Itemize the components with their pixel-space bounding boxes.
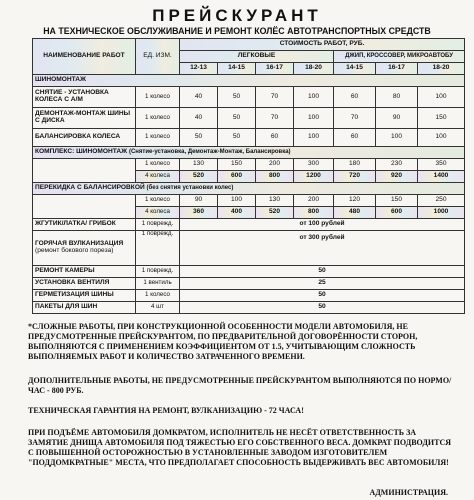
service-name: БАЛАНСИРОВКА КОЛЕСА	[33, 129, 136, 147]
price-cell: 800	[294, 207, 334, 219]
service-name: ЖГУТИК/ЛАТКА/ ГРИБОК	[33, 219, 136, 231]
signature: АДМИНИСТРАЦИЯ.	[369, 488, 448, 497]
service-name-main: ГОРЯЧАЯ ВУЛКАНИЗАЦИЯ	[35, 240, 124, 248]
section-tire-fitting: ШИНОМОНТАЖ	[33, 75, 465, 87]
price-cell: от 300 рублей	[180, 231, 465, 266]
service-unit: 1 поврежд.	[136, 219, 180, 231]
table-row	[33, 108, 465, 129]
price-cell: 520	[180, 171, 218, 183]
section-rebalance-title: ПЕРЕКИДКА С БАЛАНСИРОВКОЙ	[35, 184, 145, 192]
service-unit: 4 шт	[136, 302, 180, 314]
price-cell: 50	[218, 87, 256, 108]
price-cell: 920	[376, 171, 418, 183]
price-cell: 70	[334, 108, 376, 129]
table-row	[33, 231, 465, 266]
service-name: ДЕМОНТАЖ-МОНТАЖ ШИНЫ С ДИСКА	[33, 108, 136, 129]
header-unit: ЕД. ИЗМ.	[136, 39, 180, 75]
price-cell: 40	[180, 108, 218, 129]
price-cell: 25	[180, 278, 465, 290]
service-name: ГЕРМЕТИЗАЦИЯ ШИНЫ	[33, 290, 136, 302]
price-cell: 130	[180, 159, 218, 171]
size-header: 18-20	[418, 63, 465, 75]
price-cell: 150	[418, 108, 465, 129]
price-cell: 800	[256, 171, 294, 183]
price-cell: 100	[218, 195, 256, 207]
page-subtitle: НА ТЕХНИЧЕСКОЕ ОБСЛУЖИВАНИЕ И РЕМОНТ КОЛЁС АВТОТРАНСПОРТНЫХ СРЕДСТВ	[43, 26, 431, 36]
header-name: НАИМЕНОВАНИЕ РАБОТ	[33, 39, 136, 75]
header-group-suv: ДЖИП, КРОССОВЕР, МИКРОАВТОБУ	[334, 51, 465, 63]
page-title: ПРЕЙСКУРАНТ	[152, 6, 322, 25]
price-cell: 50	[218, 108, 256, 129]
service-name: ПАКЕТЫ ДЛЯ ШИН	[33, 302, 136, 314]
price-cell: 70	[256, 87, 294, 108]
note-extra-works: ДОПОЛНИТЕЛЬНЫЕ РАБОТЫ, НЕ ПРЕДУСМОТРЕННЫЕ ПРЕЙСКУРАНТОМ ВЫПОЛНЯЮТСЯ ПО НОРМО/ЧАС - 800 РУБ.	[28, 376, 452, 395]
size-header: 12-13	[180, 63, 218, 75]
service-name-note: (ремонт бокового пореза)	[35, 247, 114, 254]
size-header: 14-15	[218, 63, 256, 75]
empty-cell	[33, 159, 136, 183]
table-row	[33, 159, 465, 171]
price-cell: 360	[180, 207, 218, 219]
service-unit: 1 поврежд.	[136, 266, 180, 278]
price-cell: 150	[376, 195, 418, 207]
price-table	[32, 38, 465, 314]
service-unit: 1 вентиль	[136, 278, 180, 290]
service-unit: 4 колеса	[136, 207, 180, 219]
price-cell: 1400	[418, 171, 465, 183]
price-cell: 80	[376, 87, 418, 108]
price-cell: 200	[294, 195, 334, 207]
price-cell: 200	[256, 159, 294, 171]
section-rebalance-note: (без снятия установки колес)	[146, 185, 234, 192]
price-cell: 300	[294, 159, 334, 171]
service-name: СНЯТИЕ - УСТАНОВКА КОЛЕСА С А/М	[33, 87, 136, 108]
section-complex-note: (Снятие-установка, Демонтаж-Монтаж, Балансировка)	[128, 149, 291, 156]
price-cell: 40	[180, 87, 218, 108]
price-cell: 90	[180, 195, 218, 207]
service-unit: 1 колесо	[136, 108, 180, 129]
service-unit: 1 поврежд.	[136, 231, 180, 266]
price-cell: 100	[376, 129, 418, 147]
table-row	[33, 87, 465, 108]
size-header: 16-17	[256, 63, 294, 75]
service-unit: 1 колесо	[136, 159, 180, 171]
table-row	[33, 278, 465, 290]
price-cell: 90	[376, 108, 418, 129]
section-complex-title: КОМПЛЕКС: ШИНОМОНТАЖ	[35, 148, 128, 156]
empty-cell	[33, 195, 136, 219]
service-unit: 1 колесо	[136, 87, 180, 108]
price-cell: 520	[256, 207, 294, 219]
size-header: 18-20	[294, 63, 334, 75]
price-cell: 600	[376, 207, 418, 219]
price-cell: 1000	[418, 207, 465, 219]
header-cost: СТОИМОСТЬ РАБОТ, РУБ.	[180, 39, 465, 51]
table-row	[33, 266, 465, 278]
price-cell: 600	[218, 171, 256, 183]
price-cell: 100	[294, 87, 334, 108]
section-complex	[33, 147, 465, 159]
header-group-cars: ЛЕГКОВЫЕ	[180, 51, 334, 63]
price-cell: 60	[334, 129, 376, 147]
price-cell: 180	[334, 159, 376, 171]
price-cell: 150	[218, 159, 256, 171]
price-cell: 50	[180, 266, 465, 278]
note-warranty: ТЕХНИЧЕСКАЯ ГАРАНТИЯ НА РЕМОНТ, ВУЛКАНИЗАЦИЮ - 72 ЧАСА!	[28, 406, 304, 415]
price-cell: 400	[218, 207, 256, 219]
service-name: УСТАНОВКА ВЕНТИЛЯ	[33, 278, 136, 290]
table-row	[33, 195, 465, 207]
price-cell: 50	[180, 302, 465, 314]
service-name: РЕМОНТ КАМЕРЫ	[33, 266, 136, 278]
price-cell: 100	[294, 129, 334, 147]
note-jack-liability: ПРИ ПОДЪЁМЕ АВТОМОБИЛЯ ДОМКРАТОМ, ИСПОЛНИТЕЛЬ НЕ НЕСЁТ ОТВЕТСТВЕННОСТЬ ЗА ЗАМЯТИЕ ДНИЩА АВТОМОБИЛЯ ПОД ТЯЖЕСТЬЮ ЕГО СОБСТВЕННОГО ВЕСА. ДОМКРАТ ПОДВОДИТСЯ С ПОВЫШЕННОЙ ОСТОРОЖНОСТЬЮ В УСТАНОВЛЕННЫЕ ЗАВОДОМ ИЗГОТОВИТЕЛЕМ "ПОДДОМКРАТНЫЕ" МЕСТА, ЧТО ПРЕДПОЛАГАЕТ СПОСОБНОСТЬ ВЫДЕРЖИВАТЬ ВЕС АВТОМОБИЛЯ!	[28, 428, 451, 467]
size-header: 16-17	[376, 63, 418, 75]
price-cell: 100	[418, 129, 465, 147]
table-row	[33, 302, 465, 314]
price-cell: 120	[334, 195, 376, 207]
price-cell: 480	[334, 207, 376, 219]
price-cell: 230	[376, 159, 418, 171]
size-header: 14-15	[334, 63, 376, 75]
note-complex-works: *СЛОЖНЫЕ РАБОТЫ, ПРИ КОНСТРУКЦИОННОЙ ОСОБЕННОСТИ МОДЕЛИ АВТОМОБИЛЯ, НЕ ПРЕДУСМОТРЕННЫЕ ПРЕЙСКУРАНТОМ, ПО ПРЕДВАРИТЕЛЬНОЙ ДОГОВОРЁННОСТИ СТОРОН, ВЫПОЛНЯЮТСЯ С ПРИМЕНЕНИЕМ КОЭФФИЦИЕНТОМ ОТ 1.5, УЧИТЫВАЮЩИМ СЛОЖНОСТЬ ВЫПОЛНЯЕМЫХ РАБОТ И КОЛИЧЕСТВО ЗАТРАЧЕННОГО ВРЕМЕНИ.	[28, 322, 418, 361]
table-row	[33, 290, 465, 302]
price-cell: 100	[418, 87, 465, 108]
service-unit: 1 колесо	[136, 195, 180, 207]
price-cell: от 100 рублей	[180, 219, 465, 231]
price-cell: 130	[256, 195, 294, 207]
price-cell: 250	[418, 195, 465, 207]
price-cell: 50	[180, 129, 218, 147]
service-unit: 1 колесо	[136, 129, 180, 147]
price-cell: 1200	[294, 171, 334, 183]
price-cell: 50	[218, 129, 256, 147]
price-cell: 70	[256, 108, 294, 129]
section-rebalance	[33, 183, 465, 195]
service-name	[33, 231, 136, 266]
service-unit: 1 колесо	[136, 290, 180, 302]
price-cell: 60	[334, 87, 376, 108]
price-cell: 720	[334, 171, 376, 183]
price-cell: 100	[294, 108, 334, 129]
service-unit: 4 колеса	[136, 171, 180, 183]
price-cell: 350	[418, 159, 465, 171]
table-row	[33, 129, 465, 147]
price-cell: 60	[256, 129, 294, 147]
price-cell: 50	[180, 290, 465, 302]
table-row	[33, 219, 465, 231]
